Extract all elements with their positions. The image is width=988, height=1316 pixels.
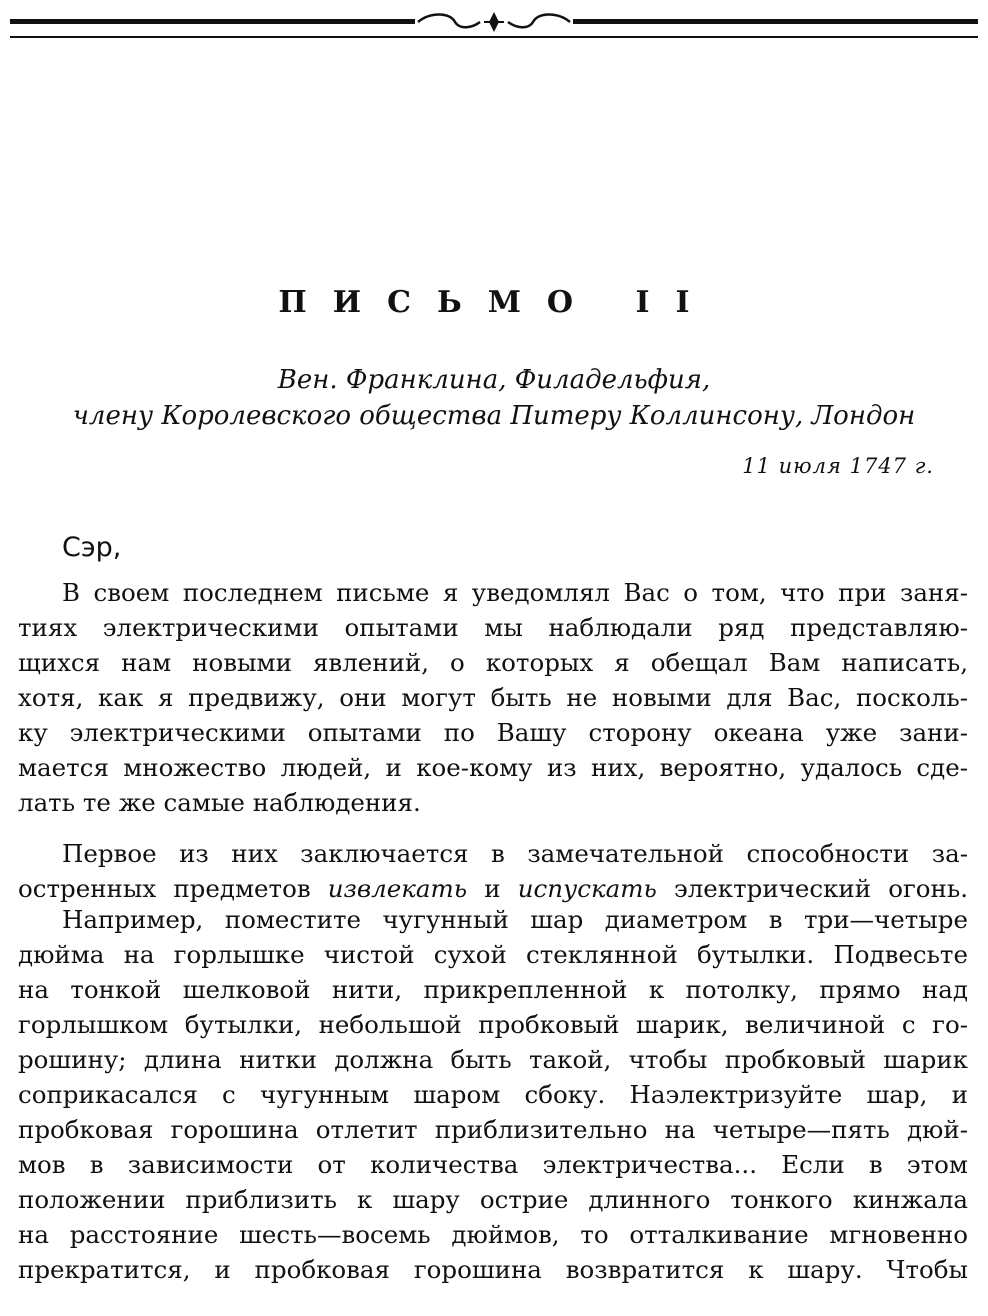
text-line: В своем последнем письме я уведомлял Вас о том, что при заня- (62, 578, 968, 607)
text-segment: и (467, 874, 518, 903)
text-line: горлышком бутылки, небольшой пробковый шарик, величиной с го- (18, 1010, 968, 1039)
text-line: дюйма на горлышке чистой сухой стеклянной бутылки. Подвесьте (18, 940, 968, 969)
text-line (18, 871, 968, 906)
addressee-line-1: Вен. Франклина, Филадельфия, (277, 365, 711, 395)
salutation: Сэр, (62, 532, 122, 563)
text-line: Например, поместите чугунный шар диаметром в три—четыре (62, 905, 968, 934)
emphasis-emit: испускать (517, 874, 657, 903)
text-segment: электрический огонь. (656, 874, 969, 903)
text-line: на расстояние шесть—восемь дюймов, то отталкивание мгновенно (18, 1220, 968, 1249)
letter-title: ПИСЬМО II (278, 285, 716, 320)
text-line: соприкасался с чугунным шаром сбоку. Наэлектризуйте шар, и (18, 1080, 968, 1109)
emphasis-extract: извлекать (327, 874, 468, 903)
text-segment: остренных предметов (18, 874, 328, 903)
text-line: на тонкой шелковой нити, прикрепленной к потолку, прямо над (18, 975, 968, 1004)
text-line: Первое из них заключается в замечательной способности за- (62, 839, 968, 868)
text-line: пробковая горошина отлетит приблизительно на четыре—пять дюй- (18, 1115, 968, 1144)
fleuron-ornament-icon (10, 8, 978, 48)
paragraph-3 (18, 902, 968, 1287)
text-line: ку электрическими опытами по Вашу сторону океана уже зани- (18, 718, 968, 747)
text-line: мов в зависимости от количества электричества... Если в этом (18, 1150, 968, 1179)
text-line: мается множество людей, и кое-кому из них, вероятно, удалось сде- (18, 753, 968, 782)
paragraph-1 (18, 575, 968, 820)
text-line: тиях электрическими опытами мы наблюдали ряд представляю- (18, 613, 968, 642)
text-line: лать те же самые наблюдения. (18, 788, 421, 817)
text-line: положении приблизить к шару острие длинного тонкого кинжала (18, 1185, 968, 1214)
text-line: хотя, как я предвижу, они могут быть не новыми для Вас, посколь- (18, 683, 968, 712)
text-line: рошину; длина нитки должна быть такой, чтобы пробковый шарик (18, 1045, 968, 1074)
text-line: прекратится, и пробковая горошина возвратится к шару. Чтобы (18, 1255, 968, 1284)
letter-date: 11 июля 1747 г. (742, 454, 934, 478)
text-line: щихся нам новыми явлений, о которых я обещал Вам написать, (18, 648, 968, 677)
addressee-line-2: члену Королевского общества Питеру Коллинсону, Лондон (72, 401, 916, 431)
paragraph-2 (18, 836, 968, 906)
